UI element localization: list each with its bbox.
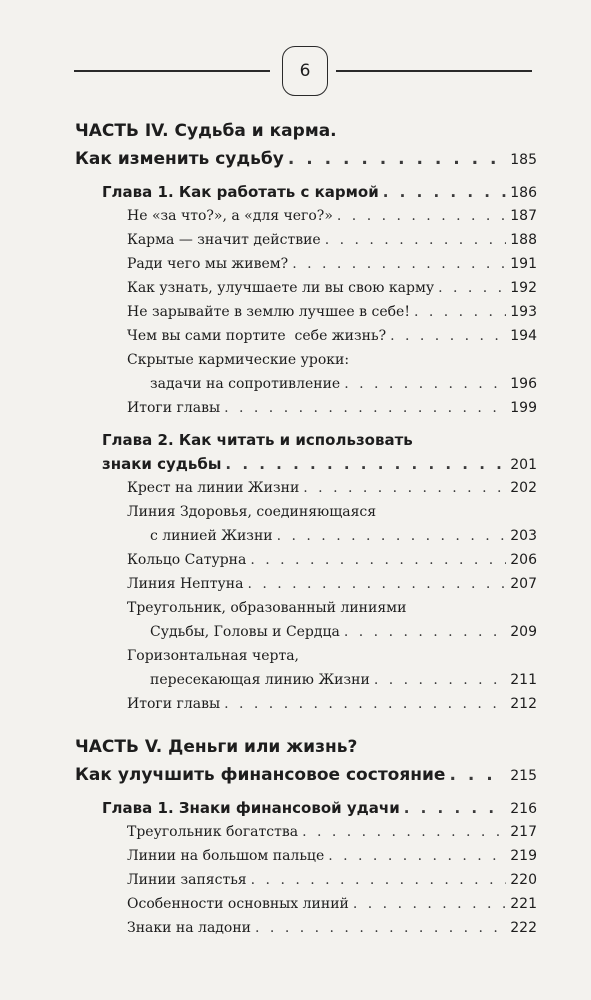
toc-entry-first-line[interactable]: Скрытые кармические уроки: xyxy=(127,352,350,368)
toc-page-number: 217 xyxy=(510,824,537,840)
toc-entry[interactable] xyxy=(75,868,537,892)
toc-page-number: 185 xyxy=(510,152,537,168)
toc-entry-first-line[interactable]: Треугольник, образованный линиями xyxy=(127,600,407,616)
toc-entry-text: Не «за что?», а «для чего?» xyxy=(127,208,333,224)
header-rule-left xyxy=(74,70,270,72)
part-5-title[interactable] xyxy=(75,761,537,790)
toc-page-number: 191 xyxy=(510,256,537,272)
toc-entry-text: пересекающая линию Жизни xyxy=(150,672,370,688)
toc-entry-text: Ради чего мы живем? xyxy=(127,256,289,272)
toc-entry-text: Треугольник богатства xyxy=(127,824,299,840)
toc-entry-text: Кольцо Сатурна xyxy=(127,552,247,568)
toc-entry[interactable] xyxy=(75,820,537,844)
dot-leader xyxy=(374,668,506,692)
toc-entry[interactable] xyxy=(75,300,537,324)
dot-leader xyxy=(344,372,506,396)
page-number-badge: 6 xyxy=(282,46,328,96)
toc-page-number: 215 xyxy=(510,768,537,784)
dot-leader xyxy=(251,868,507,892)
toc-entry-text: Знаки на ладони xyxy=(127,920,252,936)
toc-entry[interactable] xyxy=(75,892,537,916)
toc-entry-text: Крест на линии Жизни xyxy=(127,480,300,496)
toc-page-number: 194 xyxy=(510,328,537,344)
toc-entry-text: Глава 1. Знаки финансовой удачи xyxy=(102,799,400,817)
toc-entry[interactable] xyxy=(75,524,537,548)
dot-leader xyxy=(277,524,507,548)
toc-entry[interactable] xyxy=(75,548,537,572)
toc-entry-text: Судьбы, Головы и Сердца xyxy=(150,624,340,640)
dot-leader xyxy=(414,300,506,324)
toc-entry[interactable] xyxy=(75,692,537,716)
toc-entry-text: Как улучшить финансовое состояние xyxy=(75,765,446,785)
toc-page-number: 219 xyxy=(510,848,537,864)
toc-page-number: 192 xyxy=(510,280,537,296)
toc-page-number: 211 xyxy=(510,672,537,688)
part-5-heading: ЧАСТЬ V. Деньги или жизнь? xyxy=(75,737,358,757)
dot-leader xyxy=(303,476,506,500)
toc-page-number: 199 xyxy=(510,400,537,416)
toc-entry-text: Линия Нептуна xyxy=(127,576,244,592)
header-rule-right xyxy=(336,70,532,72)
dot-leader xyxy=(255,916,506,940)
toc-page-number: 212 xyxy=(510,696,537,712)
toc-entry[interactable] xyxy=(75,668,537,692)
dot-leader xyxy=(247,572,506,596)
toc-page-number: 186 xyxy=(510,185,537,201)
chapter-1-title[interactable] xyxy=(75,180,537,204)
dot-leader xyxy=(438,276,506,300)
chapter-2-title-first-line[interactable]: Глава 2. Как читать и использовать xyxy=(102,431,413,449)
toc-entry[interactable] xyxy=(75,844,537,868)
dot-leader xyxy=(337,204,506,228)
dot-leader xyxy=(302,820,506,844)
part-4-heading: ЧАСТЬ IV. Судьба и карма. xyxy=(75,121,337,141)
chapter-3-title[interactable] xyxy=(75,796,537,820)
toc-entry[interactable] xyxy=(75,252,537,276)
toc-page-number: 193 xyxy=(510,304,537,320)
toc-entry-text: Как изменить судьбу xyxy=(75,149,284,169)
dot-leader xyxy=(449,761,506,790)
toc-entry-text: Не зарывайте в землю лучшее в себе! xyxy=(127,304,410,320)
toc-page-number: 201 xyxy=(510,457,537,473)
toc-page-number: 209 xyxy=(510,624,537,640)
part-4-title[interactable] xyxy=(75,145,537,174)
toc-entry-text: Карма — значит действие xyxy=(127,232,321,248)
page-header xyxy=(74,38,532,104)
toc-page-number: 196 xyxy=(510,376,537,392)
chapter-2-title[interactable] xyxy=(75,452,537,476)
dot-leader xyxy=(225,452,506,476)
toc-page-number: 206 xyxy=(510,552,537,568)
toc-entry[interactable] xyxy=(75,620,537,644)
toc-entry[interactable] xyxy=(75,228,537,252)
toc-entry-text: Итоги главы xyxy=(127,696,221,712)
toc-entry-text: Глава 1. Как работать с кармой xyxy=(102,183,379,201)
toc-entry[interactable] xyxy=(75,572,537,596)
dot-leader xyxy=(328,844,506,868)
dot-leader xyxy=(288,145,506,174)
toc-entry-text: Как узнать, улучшаете ли вы свою карму xyxy=(127,280,435,296)
dot-leader xyxy=(224,692,506,716)
dot-leader xyxy=(383,180,507,204)
toc-page-number: 221 xyxy=(510,896,537,912)
toc-entry-first-line[interactable]: Линия Здоровья, соединяющаяся xyxy=(127,504,377,520)
table-of-contents xyxy=(75,110,537,940)
toc-page-number: 207 xyxy=(510,576,537,592)
toc-entry[interactable] xyxy=(75,916,537,940)
toc-entry[interactable] xyxy=(75,276,537,300)
dot-leader xyxy=(325,228,507,252)
toc-entry-text: Итоги главы xyxy=(127,400,221,416)
toc-entry[interactable] xyxy=(75,372,537,396)
toc-entry[interactable] xyxy=(75,396,537,420)
toc-page-number: 188 xyxy=(510,232,537,248)
dot-leader xyxy=(404,796,507,820)
dot-leader xyxy=(390,324,506,348)
toc-page-number: 203 xyxy=(510,528,537,544)
toc-entry-text: Линии на большом пальце xyxy=(127,848,325,864)
dot-leader xyxy=(224,396,506,420)
dot-leader xyxy=(292,252,506,276)
toc-entry-text: Чем вы сами портите себе жизнь? xyxy=(127,328,387,344)
toc-entry-text: задачи на сопротивление xyxy=(150,376,341,392)
toc-page-number: 202 xyxy=(510,480,537,496)
toc-entry-text: Особенности основных линий xyxy=(127,896,349,912)
toc-page-number: 220 xyxy=(510,872,537,888)
toc-entry-text: Линии запястья xyxy=(127,872,247,888)
dot-leader xyxy=(344,620,506,644)
toc-page-number: 216 xyxy=(510,801,537,817)
dot-leader xyxy=(353,892,506,916)
toc-entry-first-line[interactable]: Горизонтальная черта, xyxy=(127,648,299,664)
toc-entry[interactable] xyxy=(75,204,537,228)
toc-entry-text: знаки судьбы xyxy=(102,455,222,473)
toc-page-number: 222 xyxy=(510,920,537,936)
toc-entry[interactable] xyxy=(75,476,537,500)
toc-entry-text: с линией Жизни xyxy=(150,528,273,544)
toc-entry[interactable] xyxy=(75,324,537,348)
dot-leader xyxy=(250,548,506,572)
toc-page-number: 187 xyxy=(510,208,537,224)
